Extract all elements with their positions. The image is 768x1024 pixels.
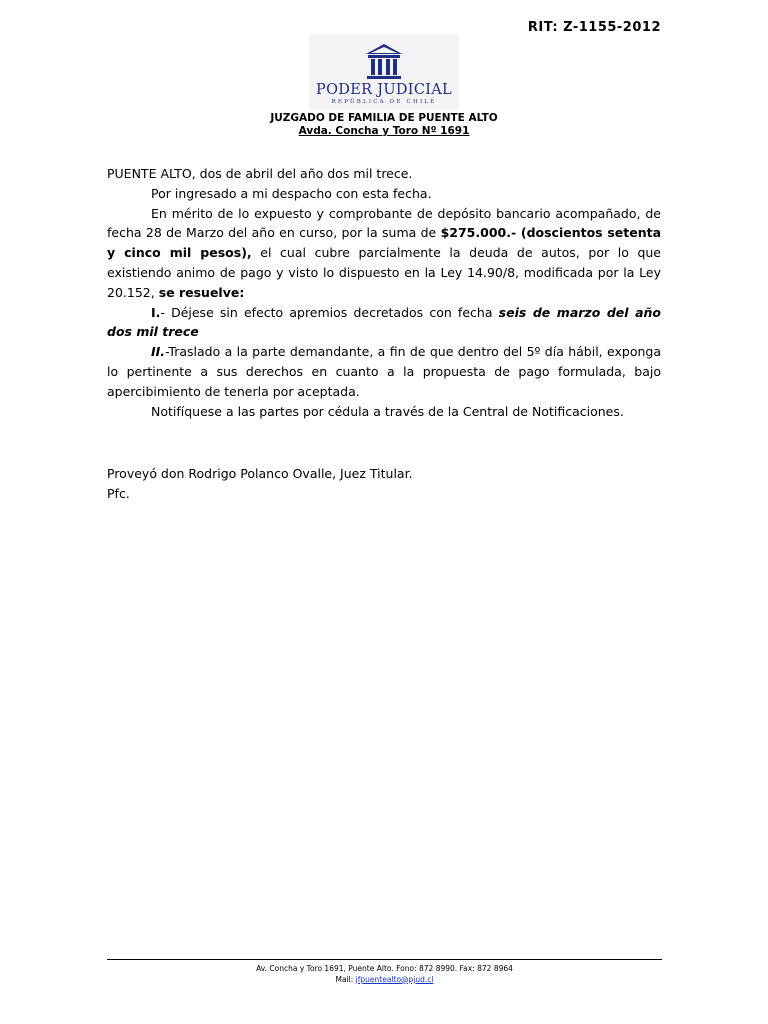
poder-judicial-logo: [309, 34, 459, 110]
paragraph-point-1: [107, 303, 661, 343]
paragraph-notify: Notifíquese a las partes por cédula a través de la Central de Notificaciones.: [151, 403, 624, 419]
footer-mail-line: [107, 975, 662, 986]
resolves-label: se resuelve:: [158, 284, 245, 300]
signature-block: [107, 464, 413, 504]
paragraph-point-2: [107, 342, 661, 401]
footer-address: Av. Concha y Toro 1691, Puente Alto. Fono: 872 8990. Fax: 872 8964: [256, 964, 513, 973]
footer-divider: [107, 959, 662, 960]
footer: [107, 964, 662, 985]
merit-text-a: En mérito de lo expuesto y comprobante de depósito bancario acompañado, de fecha 28 de Marzo del año en curso, por la suma de: [107, 205, 661, 241]
court-heading: [0, 112, 768, 138]
court-name: JUZGADO DE FAMILIA DE PUENTE ALTO: [270, 112, 498, 124]
resolution-body: [107, 164, 661, 421]
point-2-number: II.: [151, 344, 166, 360]
point-1-text: - Déjese sin efecto apremios decretados con fecha: [160, 304, 499, 320]
footer-mail-label: Mail:: [335, 974, 356, 984]
logo-subtitle: REPÚBLICA DE CHILE: [331, 99, 437, 105]
point-1-date: seis de marzo del año dos mil trece: [107, 304, 661, 340]
paragraph-received: Por ingresado a mi despacho con esta fecha.: [151, 185, 432, 201]
point-1-number: I.: [151, 304, 161, 320]
case-number: RIT: Z-1155-2012: [527, 20, 661, 35]
courthouse-icon: [364, 42, 404, 82]
amount: $275.000.- (doscientos setenta y cinco mil pesos),: [107, 225, 662, 261]
footer-mail-link[interactable]: jfpuentealto@pjud.cl: [355, 974, 434, 984]
logo-title: PODER JUDICIAL: [316, 82, 452, 98]
paragraph-merit: [107, 204, 661, 303]
date-line: PUENTE ALTO, dos de abril del año dos mil trece.: [107, 166, 413, 181]
merit-text-b: el cual cubre parcialmente la deuda de autos, por lo que existiendo animo de pago y visto lo dispuesto en la Ley 14.90/8, modificada por la Ley 20.152,: [107, 245, 662, 300]
point-2-text: -Traslado a la parte demandante, a fin de que dentro del 5º día hábil, exponga lo pertinente a sus derechos en cuanto a la propuesta de pago formulada, bajo apercibimiento de tenerla por aceptada.: [107, 344, 661, 399]
initials: Pfc.: [107, 485, 130, 501]
court-address: Avda. Concha y Toro Nº 1691: [298, 125, 470, 137]
judge-line: Proveyó don Rodrigo Polanco Ovalle, Juez Titular.: [107, 466, 413, 481]
